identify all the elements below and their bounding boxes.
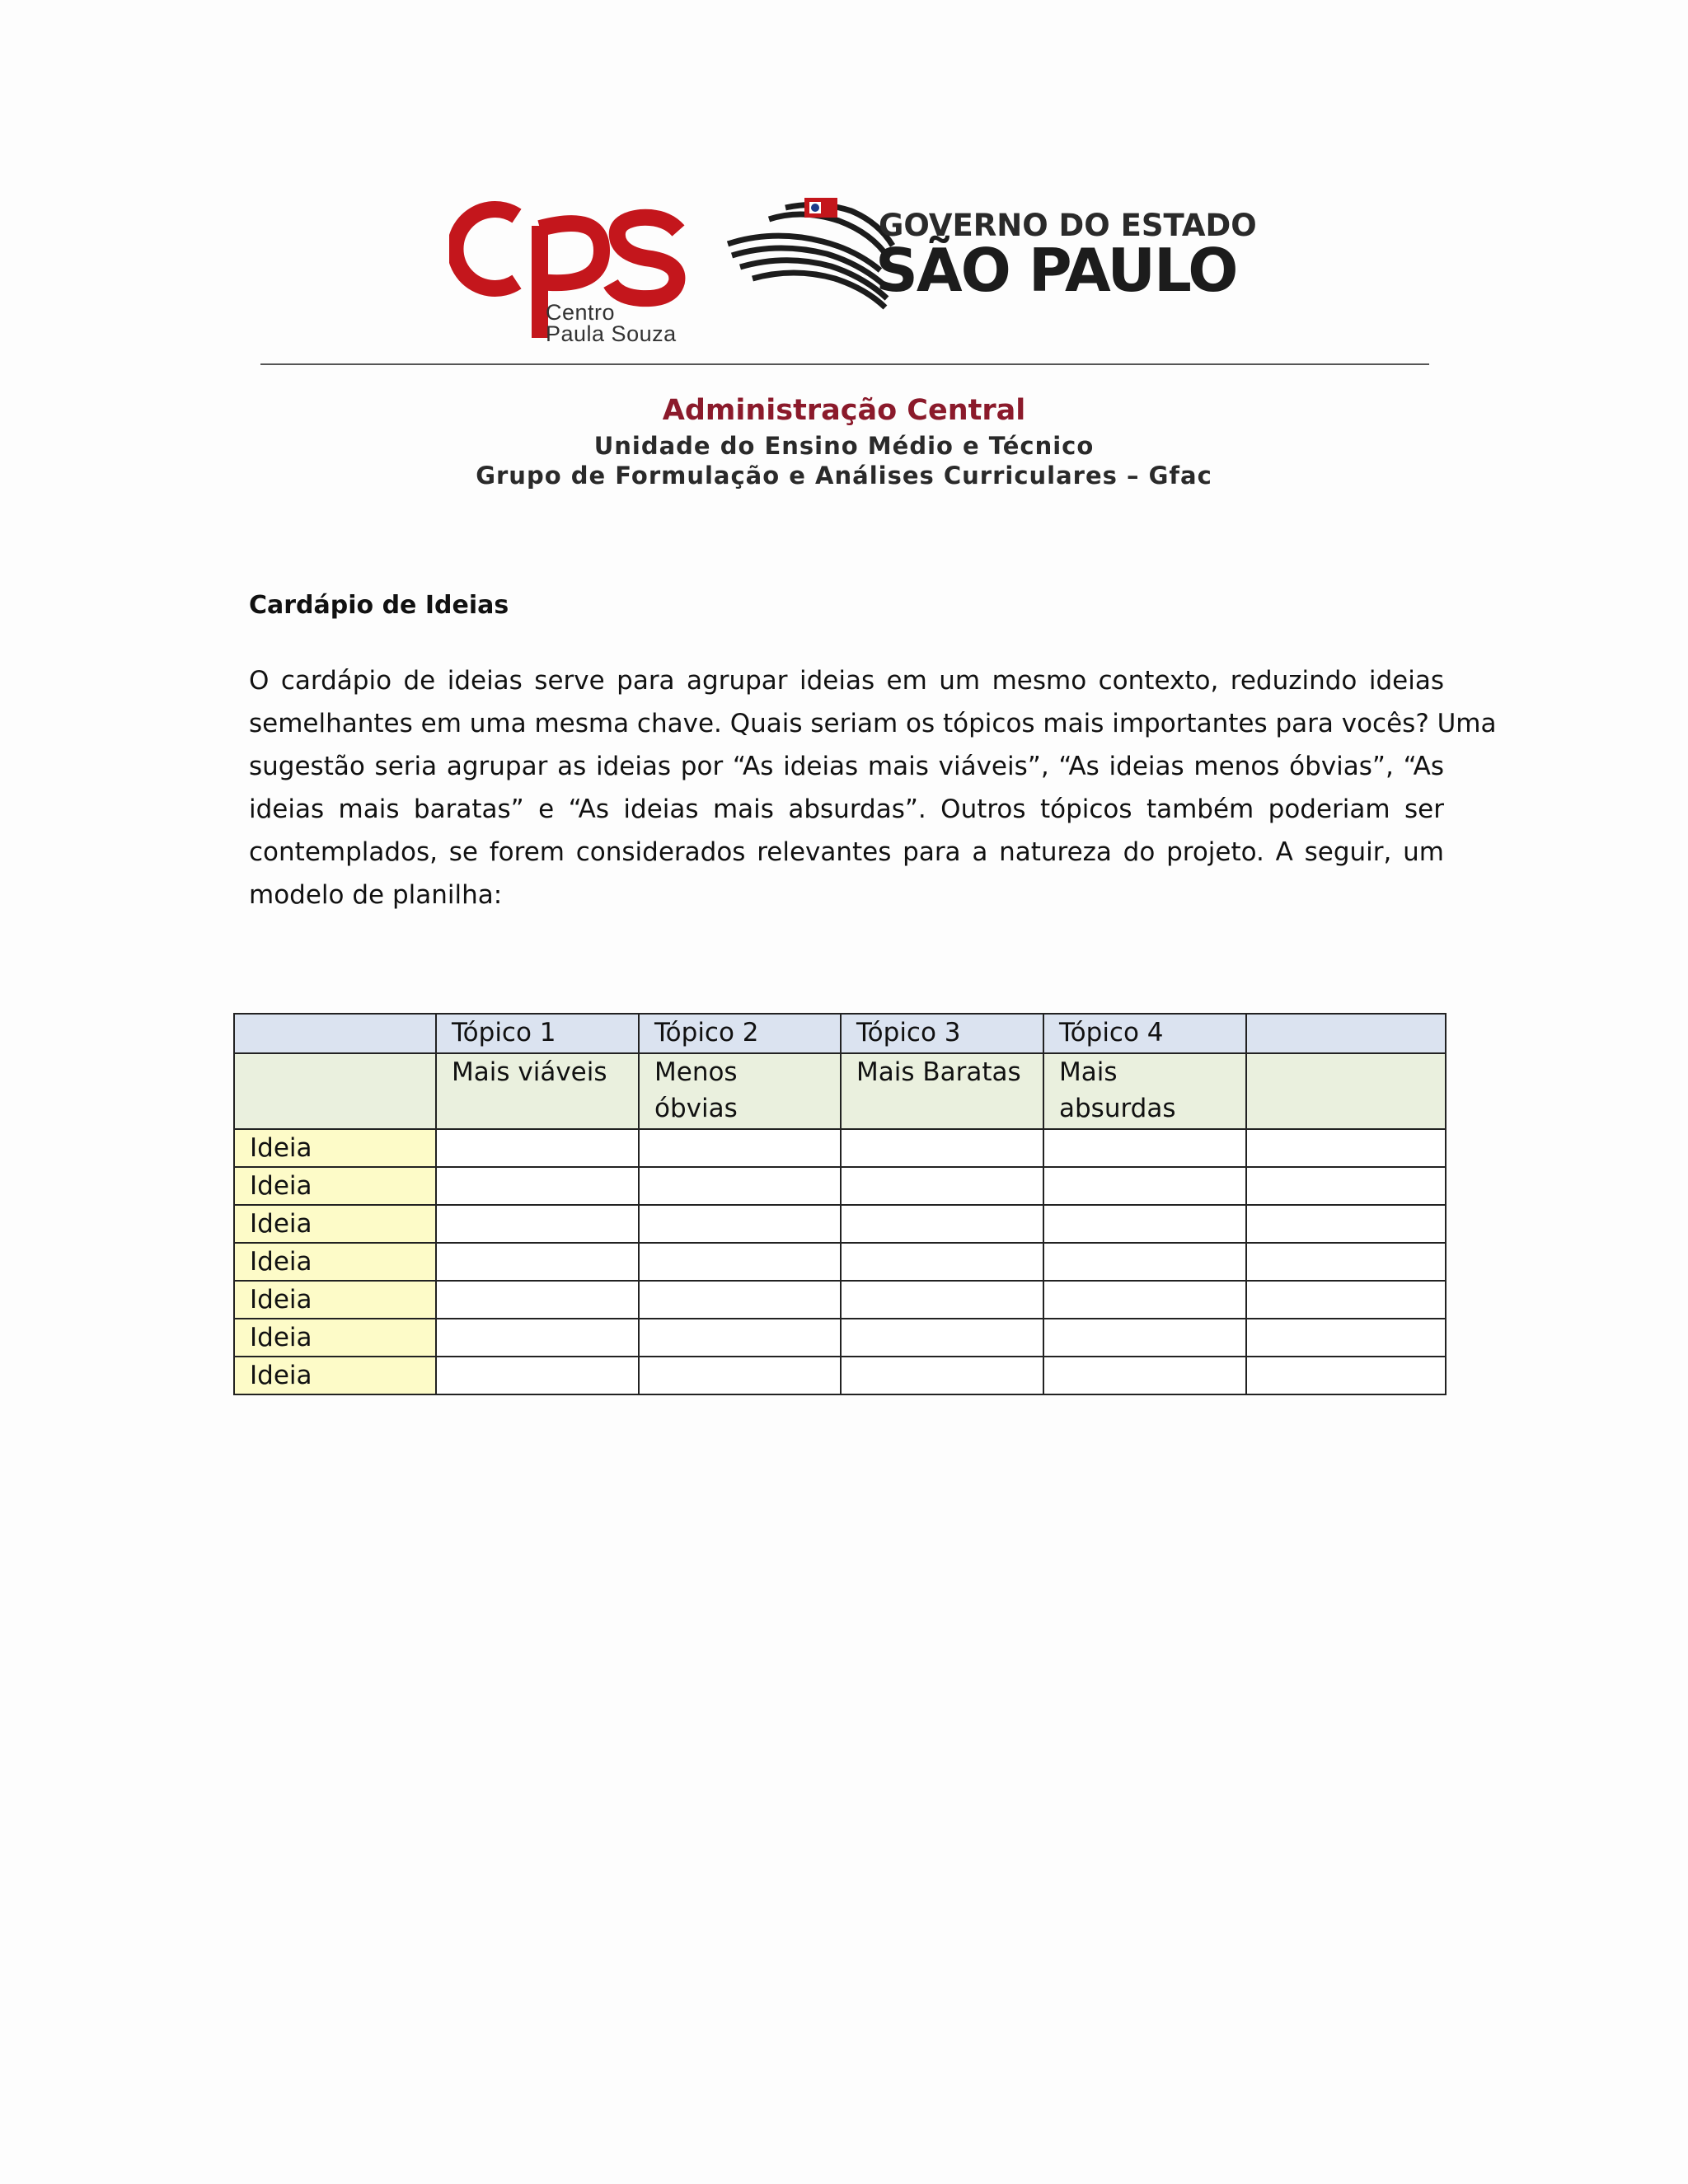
table-cell	[436, 1243, 639, 1281]
table-topic-row	[234, 1014, 1446, 1053]
table-cell	[1043, 1281, 1246, 1319]
topic-subtitle-cell: Menos óbvias	[639, 1053, 841, 1129]
topic-subtitle-cell: Mais viáveis	[436, 1053, 639, 1129]
paragraph-line: ideias mais baratas” e “As ideias mais absurdas”. Outros tópicos também poderiam ser	[249, 794, 1444, 824]
table-cell	[841, 1205, 1043, 1243]
table-cell	[1043, 1357, 1246, 1394]
idea-label-cell: Ideia	[234, 1167, 436, 1205]
table-cell	[1043, 1319, 1246, 1357]
idea-label-cell: Ideia	[234, 1243, 436, 1281]
idea-label-cell: Ideia	[234, 1281, 436, 1319]
table-cell	[1043, 1167, 1246, 1205]
table-cell	[1246, 1319, 1446, 1357]
table-cell	[841, 1129, 1043, 1167]
paragraph-line: sugestão seria agrupar as ideias por “As ideias mais viáveis”, “As ideias menos óbvias”, “As	[249, 752, 1444, 781]
table-cell	[436, 1129, 639, 1167]
table-cell	[639, 1243, 841, 1281]
idea-label-cell: Ideia	[234, 1357, 436, 1394]
header-group: Grupo de Formulação e Análises Curriculares – Gfac	[476, 462, 1212, 490]
table-row	[234, 1167, 1446, 1205]
intro-paragraph	[249, 659, 1497, 916]
cps-logo-line1: Centro	[546, 300, 616, 325]
document-title: Cardápio de Ideias	[249, 591, 509, 620]
table-cell	[436, 1357, 639, 1394]
table-row	[234, 1205, 1446, 1243]
header-unit: Unidade do Ensino Médio e Técnico	[593, 432, 1095, 460]
header-divider	[260, 363, 1429, 365]
topic-header-cell: Tópico 1	[436, 1014, 639, 1053]
table-cell	[1246, 1281, 1446, 1319]
table-cell	[436, 1205, 639, 1243]
table-cell	[841, 1281, 1043, 1319]
table-cell	[1246, 1014, 1446, 1053]
table-cell	[639, 1281, 841, 1319]
idea-label-cell: Ideia	[234, 1129, 436, 1167]
table-cell	[841, 1319, 1043, 1357]
table-cell	[639, 1129, 841, 1167]
table-cell	[1246, 1167, 1446, 1205]
table-cell	[1043, 1205, 1246, 1243]
table-cell	[1246, 1053, 1446, 1129]
paragraph-line: semelhantes em uma mesma chave. Quais seriam os tópicos mais importantes para vocês? Uma	[249, 709, 1497, 738]
ideas-menu-table	[233, 1013, 1447, 1395]
idea-label-cell: Ideia	[234, 1205, 436, 1243]
table-row	[234, 1281, 1446, 1319]
table-row	[234, 1319, 1446, 1357]
table-row	[234, 1357, 1446, 1394]
header-administration: Administração Central	[662, 394, 1026, 427]
topic-header-cell: Tópico 3	[841, 1014, 1043, 1053]
table-cell	[639, 1167, 841, 1205]
table-cell	[234, 1053, 436, 1129]
table-cell	[1246, 1357, 1446, 1394]
topic-subtitle-cell: Mais Baratas	[841, 1053, 1043, 1129]
table-cell	[841, 1243, 1043, 1281]
table-cell	[1043, 1129, 1246, 1167]
topic-subtitle-cell: Mais absurdas	[1043, 1053, 1246, 1129]
topic-header-cell: Tópico 4	[1043, 1014, 1246, 1053]
table-cell	[639, 1205, 841, 1243]
sp-logo-line1: GOVERNO DO ESTADO	[879, 208, 1257, 243]
table-cell	[639, 1319, 841, 1357]
table-subtitle-row	[234, 1053, 1446, 1129]
idea-label-cell: Ideia	[234, 1319, 436, 1357]
table-cell	[841, 1357, 1043, 1394]
table-cell	[1246, 1243, 1446, 1281]
table-cell	[436, 1319, 639, 1357]
table-cell	[841, 1167, 1043, 1205]
paragraph-line: modelo de planilha:	[249, 880, 503, 910]
sp-logo-line2: SÃO PAULO	[875, 236, 1237, 305]
table-cell	[436, 1167, 639, 1205]
table-cell	[1043, 1243, 1246, 1281]
paragraph-line: O cardápio de ideias serve para agrupar ideias em um mesmo contexto, reduzindo ideias	[249, 666, 1444, 696]
table-cell	[1246, 1129, 1446, 1167]
paragraph-line: contemplados, se forem considerados relevantes para a natureza do projeto. A seguir, um	[249, 837, 1444, 867]
table-row	[234, 1129, 1446, 1167]
cps-logo-line2: Paula Souza	[546, 321, 677, 346]
table-row	[234, 1243, 1446, 1281]
table-cell	[639, 1357, 841, 1394]
table-cell	[234, 1014, 436, 1053]
table-cell	[436, 1281, 639, 1319]
table-cell	[1246, 1205, 1446, 1243]
topic-header-cell: Tópico 2	[639, 1014, 841, 1053]
